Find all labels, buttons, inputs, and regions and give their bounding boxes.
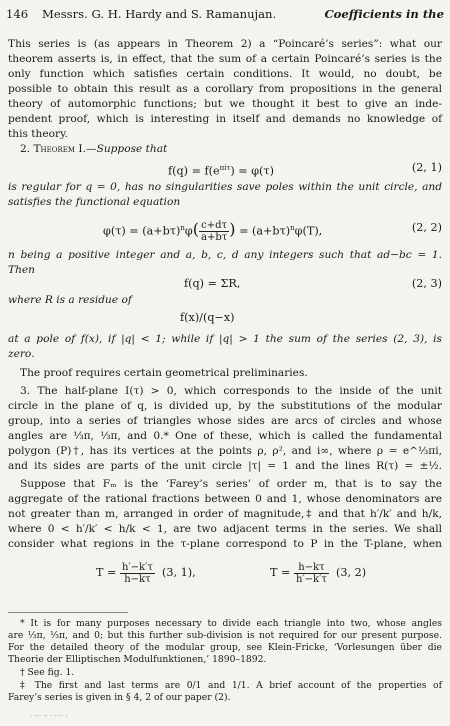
equation-2-1: [8, 158, 442, 178]
equation-body: f(x)/(q−x): [180, 311, 235, 324]
equation-3-1-3-2: [8, 556, 442, 590]
equation-number: (2, 1): [411, 161, 442, 174]
theorem-line: where R is a residue of: [8, 294, 132, 306]
footnote-line: For the detailed theory of the modular group, see Klein-Fricke, ‘Vorlesungen über die: [8, 642, 442, 653]
equation-3-2: T = $\frac{h-k\tau}{h'-k'\tau}$ (3, 2): [270, 561, 367, 585]
footnote-line: * It is for many purposes necessary to divide each triangle into two, whose angles: [20, 618, 442, 629]
farey-line: Suppose that Fₘ is the ‘Farey’s series’ of order m, that is to say the: [20, 478, 442, 490]
authors: Messrs. G. H. Hardy and S. Ramanujan.: [42, 7, 277, 21]
section-line: angles are ⅓π, ⅓π, and 0.* One of these, which is called the fundamental: [8, 430, 442, 442]
body-line: possible to obtain this result as a corollary from propositions in the general: [8, 83, 442, 95]
footnote-line: ‡ The first and last terms are 0/1 and 1/1. A brief account of the properties of: [20, 680, 442, 691]
page-number: 146: [6, 7, 29, 21]
equation-2-2: [8, 212, 442, 244]
running-title: Coefficients in the: [324, 7, 444, 21]
body-line: only function which satisfies certain conditions. It would, no doubt, be: [8, 68, 442, 80]
theorem-line: satisfies the functional equation: [8, 196, 181, 208]
footnote-rule: [8, 612, 128, 613]
equation-3-1: T = $\frac{h'-k'\tau}{h-k\tau}$ (3, 1),: [96, 561, 196, 585]
section-line: polygon (P)†, has its vertices at the points ρ, ρ², and i∞, where ρ = e^⅓πi,: [8, 445, 442, 457]
body-line: pendent proof, which is interesting in itself and demands no knowledge of: [8, 113, 442, 125]
footnote-line: Theorie der Elliptischen Modulfunktionen,’ 1890–1892.: [8, 654, 267, 665]
body-line: This series is (as appears in Theorem 2) a “Poincaré’s series”: what our: [8, 38, 442, 50]
theorem-line: n being a positive integer and a, b, c, d any integers such that ad−bc = 1.: [8, 249, 442, 261]
equation-body: $f(q) = f(e^{\pi i\tau}) = \varphi(\tau)$: [168, 164, 274, 178]
footnote-line: Farey’s series is given in § 4, 2 of our paper (2).: [8, 692, 231, 703]
farey-line: consider what regions in the τ-plane correspond to P in the T-plane, when: [8, 538, 442, 550]
section-line: and its sides are parts of the unit circle |τ| = 1 and the lines R(τ) = ±½.: [8, 460, 442, 472]
theorem-line: is regular for q = 0, has no singularities save poles within the unit circle, and: [8, 181, 442, 193]
footnote-line: are ⅓π, ⅓π, and 0; but this further sub-division is not required for our present purpose.: [8, 630, 442, 641]
equation-body: $\varphi(\tau) = (a+b\tau)^n\varphi$( $\frac{c+d\tau}{a+b\tau}$ ) = $(a+b\tau)^n\varphi(T)$,: [103, 219, 323, 244]
proof-line: The proof requires certain geometrical preliminaries.: [20, 367, 308, 379]
theorem-line: zero.: [8, 348, 35, 360]
theorem-line: at a pole of f(x), if |q| < 1; while if |q| > 1 the sum of the series (2, 3), is: [8, 333, 442, 345]
equation-residue: [8, 308, 442, 328]
theorem-intro: Suppose that: [96, 143, 168, 155]
section-line: group, into a series of triangles whose sides are arcs of circles and whose: [8, 415, 442, 427]
theorem-line: Then: [8, 264, 35, 276]
farey-line: aggregate of the rational fractions between 0 and 1, whose denominators are: [8, 493, 442, 505]
scan-smudge: · ··· ·· · ···· ·: [30, 712, 68, 720]
farey-line: where 0 < h′/k′ < h/k < 1, are two adjacent terms in the series. We shall: [8, 523, 442, 535]
farey-line: not greater than m, arranged in order of magnitude,‡ and that h′/k′ and h/k,: [8, 508, 442, 520]
equation-number: (2, 2): [411, 221, 442, 234]
section-line: 3. The half-plane I(τ) > 0, which corresponds to the inside of the unit: [20, 385, 442, 397]
equation-body: f(q) = ΣR,: [184, 277, 241, 290]
body-line: theorem asserts is, in effect, that the sum of a certain Poincaré’s series is the: [8, 53, 442, 65]
footnote-line: † See fig. 1.: [20, 667, 75, 678]
body-line: this theory.: [8, 128, 69, 140]
running-header: [6, 7, 444, 23]
body-line: theory of automorphic functions; but we thought it best to give an inde-: [8, 98, 442, 110]
theorem-label: 2. Theorem I.—: [20, 143, 97, 155]
equation-number: (2, 3): [411, 277, 442, 290]
theorem-heading: [20, 143, 440, 156]
equation-2-3: [8, 274, 442, 294]
section-line: circle in the plane of q, is divided up, by the substitutions of the modular: [8, 400, 442, 412]
